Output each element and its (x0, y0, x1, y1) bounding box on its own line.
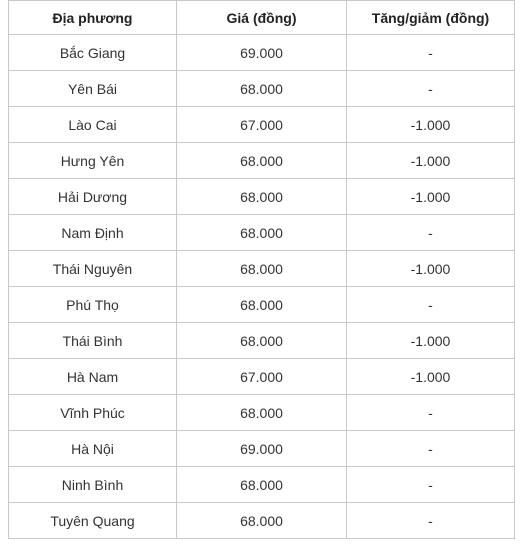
cell-location: Yên Bái (9, 71, 177, 107)
header-change: Tăng/giảm (đồng) (347, 1, 515, 35)
cell-location: Bắc Giang (9, 35, 177, 71)
cell-location: Hưng Yên (9, 143, 177, 179)
cell-location: Phú Thọ (9, 287, 177, 323)
table-row (9, 395, 515, 431)
cell-change: -1.000 (347, 143, 515, 179)
table-row (9, 323, 515, 359)
cell-location: Lào Cai (9, 107, 177, 143)
table-body (9, 35, 515, 539)
table-row (9, 251, 515, 287)
cell-change: - (347, 395, 515, 431)
cell-price: 69.000 (177, 431, 347, 467)
cell-price: 68.000 (177, 179, 347, 215)
cell-change: -1.000 (347, 179, 515, 215)
cell-location: Hà Nội (9, 431, 177, 467)
cell-location: Thái Bình (9, 323, 177, 359)
cell-location: Hà Nam (9, 359, 177, 395)
table-row (9, 215, 515, 251)
cell-location: Hải Dương (9, 179, 177, 215)
cell-price: 68.000 (177, 323, 347, 359)
cell-change: - (347, 467, 515, 503)
table-row (9, 143, 515, 179)
cell-change: -1.000 (347, 323, 515, 359)
cell-price: 68.000 (177, 71, 347, 107)
cell-change: - (347, 503, 515, 539)
table-row (9, 503, 515, 539)
price-table (8, 0, 515, 539)
cell-location: Vĩnh Phúc (9, 395, 177, 431)
cell-price: 67.000 (177, 359, 347, 395)
table-row (9, 431, 515, 467)
header-price: Giá (đồng) (177, 1, 347, 35)
cell-change: -1.000 (347, 251, 515, 287)
cell-price: 67.000 (177, 107, 347, 143)
header-location: Địa phương (9, 1, 177, 35)
cell-price: 69.000 (177, 35, 347, 71)
cell-change: -1.000 (347, 359, 515, 395)
cell-location: Ninh Bình (9, 467, 177, 503)
table-row (9, 359, 515, 395)
cell-change: -1.000 (347, 107, 515, 143)
cell-change: - (347, 215, 515, 251)
cell-price: 68.000 (177, 503, 347, 539)
table-row (9, 287, 515, 323)
cell-price: 68.000 (177, 467, 347, 503)
table-row (9, 467, 515, 503)
cell-price: 68.000 (177, 251, 347, 287)
cell-change: - (347, 71, 515, 107)
table-row (9, 179, 515, 215)
cell-location: Tuyên Quang (9, 503, 177, 539)
table-header (9, 1, 515, 35)
cell-price: 68.000 (177, 215, 347, 251)
cell-change: - (347, 287, 515, 323)
cell-change: - (347, 431, 515, 467)
table-row (9, 35, 515, 71)
cell-price: 68.000 (177, 143, 347, 179)
cell-location: Thái Nguyên (9, 251, 177, 287)
table-row (9, 71, 515, 107)
cell-price: 68.000 (177, 395, 347, 431)
table-row (9, 107, 515, 143)
cell-price: 68.000 (177, 287, 347, 323)
header-row (9, 1, 515, 35)
cell-change: - (347, 35, 515, 71)
cell-location: Nam Định (9, 215, 177, 251)
